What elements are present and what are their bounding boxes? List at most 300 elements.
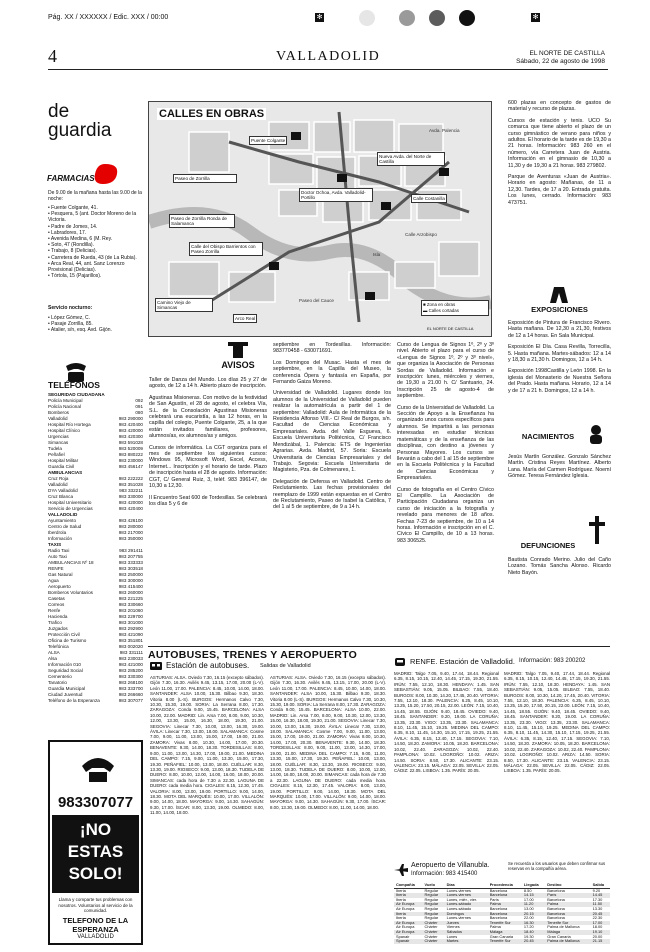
phone-entry-number: 983 285200 [118, 668, 143, 673]
flight-cell: Viernes [446, 925, 460, 930]
flight-cell: 14.15 [523, 893, 534, 898]
map-label-7: Arco Real [235, 316, 256, 321]
phone-entry-name: Urgencias [48, 434, 69, 439]
phone-entry-number: 983 351801 [118, 638, 143, 643]
night-pharmacy-item: • Pasaje Zorrilla, 85. [48, 321, 93, 328]
pharmacies-night-list [48, 315, 143, 334]
flight-cell: 19.10 [592, 929, 603, 934]
flight-cell: Regular [424, 893, 439, 898]
phone-entry-name: RENFE [48, 566, 64, 571]
phone-entry-name: Seguridad Social [48, 668, 83, 673]
flight-cell: Spanair [396, 934, 410, 939]
flight-cell: Regular [424, 916, 439, 921]
phone-entry-name: Cruz Blanca [48, 494, 74, 499]
helpline-ad [48, 740, 143, 945]
phone-entry-name: DYA Valladolid [48, 488, 78, 493]
pharmacies-day-list [48, 205, 143, 279]
defunciones-text: Bautista Conrado Merino. Julio del Caño Lozano. Tomás Sancha Alonso. Ricardo Nieto Bayón. [508, 557, 611, 576]
flight-cell: Lunes-sábado [446, 906, 472, 911]
phone-entry-number: 983 351028 [118, 482, 143, 487]
ad-subtext: Llama y comparte tus problemas con nosotros. Voluntarios al servicio de la comunidad. [58, 897, 133, 913]
flight-cell: Regular [424, 888, 439, 893]
phone-entry-number: 092 [135, 398, 143, 403]
flight-cell: Barcelona [547, 916, 565, 921]
phone-entry-name: Alsa [48, 656, 57, 661]
bus-schedule-col2: ASTURIAS: ALSA. Oviedo 7.30, 16.15 (excepto sábados). Gijón 7.30, 16.30. Avilés 9.45, 13.15, 17.00, 20.00 (L-V). León 11.00, 17.00. PALENCIA: 8.45, 10.00, 14.00, 18.00. SANTANDER: ALSA 10.00, 15.30. Bilbao 9.30, 18.30. Vitoria 8.00 (L-S). BURGOS: Hermanos Calvo 7.30, 10.30, 15.30, 19.00. SORIA: La Serrana 8.00, 17.30. ZARAGOZA: Conda 9.00, 15.45. BARCELONA: ALSA 10.00, 22.00. MADRID: Lin. Arsa 7.00, 8.00, 9.00, 10.30, 12.00, 13.30, 15.00, 16.30, 18.00, 19.30, 21.00. SEGOVIA: Linecar 7.30, 10.00, 13.00, 16.30, 19.00. ÁVILA: Linecar 7.30, 13.00, 18.00. SALAMANCA: Cosme 7.00, 9.00, 11.00, 13.00, 15.00, 17.00, 19.00, 21.00. ZAMORA: Vivas 8.00, 10.30, 14.00, 17.00, 20.30. BENAVENTE: 9.30, 14.00, 18.30. TORDESILLAS: 8.00, 9.00, 11.00, 13.00, 14.30, 17.00, 19.00, 21.00. MEDINA DEL CAMPO: 7.15, 9.00, 11.00, 13.30, 15.00, 17.30, 19.30. PEÑAFIEL: 10.00, 13.00, 18.00. CUÉLLAR: 8.30, 13.30, 19.00. RIOSECO: 9.00, 13.00, 18.30. TUDELA DE DUERO: 8.00, 10.00, 12.00, 14.00, 16.00, 18.00, 20.00. SIMANCAS: cada hora de 7.30 a 22.30. LAGUNA DE DUERO: cada media hora. CIGALES: 8.15, 12.30, 17.45. VALORIA: 8.00, 13.00, 19.00. PORTILLO: 9.00, 14.00, 18.30. MOTA DEL MARQUÉS: 10.00, 17.00. VILLALÓN: 9.00, 14.00, 18.00. MAYORGA: 9.00, 14.30. SAHAGÚN: 9.30, 17.00. ÍSCAR: 8.00, 13.30, 19.00. OLMEDO: 8.00, 11.00, 14.00, 18.00. [270, 675, 386, 810]
pharmacies-night-label: Servicio nocturno: [48, 305, 93, 311]
map-legend-works-label: Zona en obras [426, 302, 456, 307]
aviso-item: Cursos de informática. La CGT organiza para el mes de septiembre los siguientes cursos: Windows 95, Microsoft Word, Excel, Access, Internet... Inscripción y el horario de tarde. Plazo de inscripción hasta el 28 de agosto. Información: CGT, C/ General Ruiz, 3, teléf. 983 396147, de 10,30 a 12,30. [149, 444, 267, 490]
airport-heading [394, 862, 504, 882]
phone-entry-number: 983 291411 [119, 548, 143, 553]
exposicion-item: Exposición 1998Castilla y León 1998. En la iglesia del Monasterio de Nuestra Señora del Prado. Hasta mañana. Horario, 12 a 14 y de 17 a 21 h. Domingos, 12 a 14 h. [508, 368, 611, 394]
phone-entry-number: 983 230033 [118, 656, 143, 661]
phone-handset-icon [78, 750, 118, 784]
phone-entry-name: Ayuntamiento [48, 518, 77, 523]
airplane-icon [394, 864, 408, 876]
phone-entry-name: Iberdrola [48, 530, 67, 535]
flights-header-cell: Vuelo [423, 883, 445, 888]
map-label-9: Isla [373, 252, 381, 257]
ad-phone-number: 983307077 [57, 794, 134, 811]
roadworks-map [148, 101, 492, 337]
night-pharmacy-item: • Atalier, s/n, esq. Avd. Gijón. [48, 327, 112, 334]
flight-cell: París [547, 893, 557, 898]
flight-cell: Tenerife Sur [547, 920, 569, 925]
avisos-heading [208, 340, 268, 374]
airport-heading-label: Aeropuerto de Villanubla. [411, 862, 490, 869]
map-label-10: Paseo del Cauce [299, 298, 334, 303]
newspaper-name: EL NORTE DE CASTILLA [529, 50, 605, 57]
guardia-title [48, 102, 143, 140]
flight-cell: Iberia [396, 911, 406, 916]
flight-cell: Tenerife Sur [489, 920, 511, 925]
flight-cell: Air Europa [396, 920, 415, 925]
phone-entry-number: 983 207755 [118, 554, 143, 559]
defunciones-label: DEFUNCIONES [520, 541, 576, 550]
flight-cell: Iberia [396, 897, 406, 902]
map-label-11: Avda. Palencia [429, 128, 460, 133]
aviso-item: Los Domingos del Musac. Hasta el mes de septiembre, en la Capilla del Museo, la conferencia Ópera y fantasía en España, por Fernando Gaiza Moreno. [273, 359, 391, 386]
phone-entry-number: 983 350000 [118, 536, 143, 541]
map-legend [421, 300, 489, 316]
pharmacy-item: • Trabajo, 8 (Delicias). [48, 248, 97, 255]
cross-icon [586, 515, 608, 545]
phone-entry-number: 983 330000 [118, 494, 143, 499]
flight-cell: Air Europa [396, 906, 415, 911]
phone-entry-number: 983 217000 [118, 530, 143, 535]
ad-slogan-line3: SOLO! [68, 864, 123, 883]
flight-cell: Barcelona [489, 893, 508, 898]
phone-entry-number: 080 [135, 410, 143, 415]
header-rule [48, 69, 608, 70]
phone-entry-number: 983 301000 [118, 620, 143, 625]
phone-entry-name: Policía Municipal [48, 398, 83, 403]
flight-cell: 20.45 [523, 939, 534, 944]
ad-city: VALLADOLID [77, 934, 114, 940]
flight-cell: Lunes-viernes [446, 888, 472, 893]
flight-cell: 11.20 [523, 902, 534, 907]
flight-cell: Lunes-viernes [446, 916, 472, 921]
flight-cell: Air Europa [396, 925, 415, 930]
phone-entry-number: 983 330660 [118, 602, 143, 607]
pharmacy-item: • Labradores, 17. [48, 229, 87, 236]
ad-footer: TELEFONO DE LA ESPERANZA [62, 916, 129, 934]
flight-cell: Air Europa [396, 929, 415, 934]
flight-cell: Domingos [446, 911, 465, 916]
phone-entry-name: Radio Taxi [48, 548, 70, 553]
bus-icon [150, 662, 162, 672]
guardia-title-de: de [48, 101, 70, 122]
flight-cell: Iberia [396, 888, 406, 893]
phone-entry-name: AMBULANCIAS [48, 470, 83, 475]
flight-cell: 22.30 [592, 916, 603, 921]
phone-entry-number: 091 [135, 404, 143, 409]
issue-date: Sábado, 22 de agosto de 1998 [516, 58, 605, 65]
flight-cell: Barcelona [489, 916, 508, 921]
aviso-item: 600 plazas en concepto de gastos de material y recurso de plazas. [508, 100, 611, 113]
flight-cell: Air Europa [396, 902, 415, 907]
flight-cell: 20.15 [523, 911, 534, 916]
pharmacies-heading [47, 162, 143, 186]
flight-cell: Barcelona [547, 888, 565, 893]
avisos-column-3 [397, 342, 494, 642]
phone-entry-number: 983 420400 [118, 506, 143, 511]
flight-cell: Iberia [396, 893, 406, 898]
pharmacy-item: • Fuente Colgante, 41. [48, 205, 98, 211]
bus-schedule-col1: ASTURIAS: ALSA. Oviedo 7.30, 16.15 (excepto sábados). Gijón 7.30, 16.30. Avilés 9.45, 13.15, 17.00, 20.00 (L-V). León 11.00, 17.00. PALENCIA: 8.45, 10.00, 14.00, 18.00. SANTANDER: ALSA 10.00, 15.30. Bilbao 9.30, 18.30. Vitoria 8.00 (L-S). BURGOS: Hermanos Calvo 7.30, 10.30, 15.30, 19.00. SORIA: La Serrana 8.00, 17.30. ZARAGOZA: Conda 9.00, 15.45. BARCELONA: ALSA 10.00, 22.00. MADRID: Lin. Arsa 7.00, 8.00, 9.00, 10.30, 12.00, 13.30, 15.00, 16.30, 18.00, 19.30, 21.00. SEGOVIA: Linecar 7.30, 10.00, 13.00, 16.30, 19.00. ÁVILA: Linecar 7.30, 13.00, 18.00. SALAMANCA: Cosme 7.00, 9.00, 11.00, 13.00, 15.00, 17.00, 19.00, 21.00. ZAMORA: Vivas 8.00, 10.30, 14.00, 17.00, 20.30. BENAVENTE: 9.30, 14.00, 18.30. TORDESILLAS: 8.00, 9.00, 11.00, 13.00, 14.30, 17.00, 19.00, 21.00. MEDINA DEL CAMPO: 7.15, 9.00, 11.00, 13.30, 15.00, 17.30, 19.30. PEÑAFIEL: 10.00, 13.00, 18.00. CUÉLLAR: 8.30, 13.30, 19.00. RIOSECO: 9.00, 13.00, 18.30. TUDELA DE DUERO: 8.00, 10.00, 12.00, 14.00, 16.00, 18.00, 20.00. SIMANCAS: cada hora de 7.30 a 22.30. LAGUNA DE DUERO: cada media hora. CIGALES: 8.15, 12.30, 17.45. VALORIA: 8.00, 13.00, 19.00. PORTILLO: 9.00, 14.00, 18.30. MOTA DEL MARQUÉS: 10.00, 17.00. VILLALÓN: 9.00, 14.00, 18.00. MAYORGA: 9.00, 14.30. SAHAGÚN: 9.30, 17.00. ÍSCAR: 8.00, 13.30, 19.00. OLMEDO: 8.00, 11.00, 14.00, 18.00. [150, 675, 264, 816]
phone-entry-name: AMBULANCIAS Nº 18 [48, 560, 94, 565]
flight-cell: Regular [424, 906, 439, 911]
renfe-schedule-col1: MADRID: Talgo 7.05, 9.40, 17.44, 18.44. Regional 6.35, 8.15, 10.15, 12.40, 14.45, 17.15, 19.30, 21.55. IRÚN: 7.55, 12.10, 18.30. HENDAYA: 1.45. SAN SEBASTIÁN: 9.05, 15.05. BILBAO: 7.55, 18.40. BURGOS: 8.00, 10.30, 14.20, 17.45, 20.40. VITORIA: 7.55, 12.10, 18.30. PALENCIA: 6.25, 8.45, 10.10, 13.25, 15.20, 17.50, 20.15, 22.00. LEÓN: 7.15, 10.40, 14.45, 18.55. GIJÓN: 9.40, 18.45. OVIEDO: 9.40, 18.45. SANTANDER: 9.20, 19.00. LA CORUÑA: 13.35, 23.30. VIGO: 13.35, 23.30. SALAMANCA: 8.10, 11.45, 15.10, 19.25. MEDINA DEL CAMPO: 6.35, 8.10, 11.45, 14.30, 15.10, 17.15, 19.25, 21.55. ÁVILA: 6.35, 8.15, 12.40, 17.15. SEGOVIA: 7.10, 14.50, 18.20. ZAMORA: 10.05, 18.20. BARCELONA: 10.02, 22.40. ZARAGOZA: 10.02, 22.40. PAMPLONA: 10.02. LOGROÑO: 10.02. ARIZA: 14.50. SORIA: 8.50, 17.30. ALICANTE: 23.15. VALENCIA: 23.15. MÁLAGA: 22.05. SEVILLA: 22.05. CÁDIZ: 22.05. LISBOA: 1.35. PARÍS: 20.05. [394, 671, 499, 774]
phone-entry-number: 983 333333 [118, 560, 143, 565]
easel-icon [508, 285, 611, 305]
page-number: 4 [48, 46, 57, 66]
phone-entry [48, 698, 143, 704]
flight-cell: 20.00 [592, 934, 603, 939]
flight-cell: Gran Canaria [547, 934, 571, 939]
phone-entry-name: SEGURIDAD CIUDADANA [48, 392, 105, 397]
flight-cell: Spanair [396, 939, 410, 944]
aviso-item: Universidad de Valladolid. Lugares donde los alumnos de la Universidad de Valladolid pueden realizar la automatrícula a partir del 1 de septiembre: Valladolid: Aula de Informática de la Residencia Alfonso VIII.- C/ Real de Burgos, s/n. Facultad de Ciencias Económicas y Empresariales. Avda. del Valle Esgueva, 6. Escuela Universitaria Politécnica, C/ Francisco Mendizábal, 1. Palencia: ETS de Ingenierías Agrarias. Avda. Madrid, 57. Soria: Escuela Universitaria de Ciencias Empresariales y del Trabajo. Segovia: Escuela Universitaria de Magisterio, Pza. de Colmenares, 1. [273, 390, 391, 474]
phone-entry-name: Hacienda [48, 614, 68, 619]
flight-cell: 17.20 [523, 925, 534, 930]
nacimientos-heading [508, 422, 611, 452]
flight-cell: Jueves [446, 920, 459, 925]
flight-cell: Barcelona [489, 888, 508, 893]
color-dot-light [359, 10, 375, 26]
phone-entry-number: 983 260000 [118, 590, 143, 595]
map-legend-works: ■ Zona en obras [423, 302, 456, 307]
phone-entry-name: Tudela [48, 446, 62, 451]
phone-entry-number: 983 331111 [119, 650, 143, 655]
exposiciones-list [508, 320, 611, 430]
avisos-column-1 [149, 377, 267, 642]
flight-cell: Regular [424, 911, 439, 916]
guardia-title-guardia: guardia [48, 120, 112, 141]
phone-entry-name: ALSA [48, 650, 60, 655]
flight-cell: Barcelona [547, 897, 565, 902]
phone-entry-number: 983 420300 [118, 434, 143, 439]
registration-mark-icon-right: ✻ [532, 14, 539, 21]
flight-cell: 17.00 [592, 920, 603, 925]
aviso-item: Agustinas Misioneras. Con motivo de la festividad de San Agustín, el 28 de agosto, el celebra Vía, S.L. de la Consolación Agustinas Misioneras celebrará una eucaristía, a las 12 horas, en la capilla del colegio, Puente Colgante, 25, a la que están invitados familiares, profesores, alumnos/as, ex alumnos/as y amigos. [149, 394, 267, 440]
phone-entry-name: Policía Nacional [48, 404, 81, 409]
flight-cell: París [489, 897, 499, 902]
flight-cell: 18.00 [592, 925, 603, 930]
pharmacies-intro: De 9.00 de la mañana hasta las 9.00 de la noche: [48, 190, 142, 203]
phone-entry-name: Telefónica [48, 644, 69, 649]
airport-note: Se recuerda a los usuarios que deben confirmar sus reservas en la compañía aérea. [508, 861, 606, 871]
map-label-8: Camino Viejo de Simancas [155, 298, 213, 312]
transport-rule [148, 646, 610, 647]
bus-subheading: Salidas de Valladolid [260, 663, 311, 669]
flight-cell: Chárter [424, 939, 438, 944]
phone-entry-number: 983 307077 [118, 698, 143, 703]
phone-entry-number: 983 230000 [118, 458, 143, 463]
avisos-column-2 [273, 342, 391, 642]
flight-cell: 13.00 [523, 906, 534, 911]
phone-entry-number: 983 456147 [118, 464, 143, 469]
phone-entry-number: 983 332211 [119, 488, 143, 493]
phone-entry-name: Ciudad Juventud [48, 692, 83, 697]
map-label-0: Puente Colgante [251, 138, 286, 143]
phone-entry-name: Aeropuerto [48, 584, 71, 589]
phone-entry-name: Juzgados [48, 626, 68, 631]
aviso-item: Cursos de estación y tenis. UCO Su comarca que tiene abierto el plazo de un curso gimnástico de verano para niños y adultos. El horario de la tarde es de 19,30 a 21 horas. Información: 983 260 en el número, vía Carretera Juan de Austria. Información en el gimnasio de 10,30 a 11,30 y de 19,30 a 21 horas. 983 279802. [508, 117, 611, 169]
phone-entry-name: Valladolid [48, 416, 68, 421]
renfe-info: Información: 983 200202 [519, 658, 586, 664]
map-label-12: Calle Arzobispo [405, 232, 437, 237]
flight-cell: Lunes, miér., vier. [446, 897, 478, 902]
aviso-item: septiembre en Tordesillas. Información: 983770458 - 630071691. [273, 342, 391, 355]
phone-entry-name: Renfe [48, 608, 61, 613]
phone-entry-name: Valladolid [48, 482, 68, 487]
flights-header-cell: Destino [545, 883, 590, 888]
flight-cell: Palma [489, 902, 501, 907]
phone-entry-number: 983 292900 [118, 626, 143, 631]
page-info: Pág. XX / XXXXXX / Edic. XXX / 00:00 [48, 14, 169, 21]
map-label-6: Calle Costanilla [413, 196, 445, 201]
flight-cell: Gran Canaria [489, 934, 514, 939]
flight-cell: 11.50 [592, 902, 603, 907]
phone-entry-number: 983 290000 [118, 416, 143, 421]
aviso-item: Taller de Danza del Mundo. Los días 25 y 27 de agosto, de 12 a 14 h. Abierto plazo de inscripción. [149, 377, 267, 390]
flight-cell: Barcelona [547, 911, 565, 916]
flight-cell: 19.30 [523, 934, 534, 939]
ad-slogan [52, 815, 139, 893]
exposiciones-label: EXPOSICIONES [531, 305, 588, 314]
flights-header-cell: Salida [591, 883, 610, 888]
flight-cell: Martes [446, 939, 459, 944]
phone-entry-number: 983 222222 [118, 476, 143, 481]
flight-cell: Chárter [424, 920, 438, 925]
phone-entry-number: 983 520009 [118, 446, 143, 451]
flight-cell: 18.40 [523, 929, 534, 934]
phone-entry-name: Bomberos [48, 410, 69, 415]
flights-header-cell: Llegada [522, 883, 545, 888]
flight-cell: 22.00 [523, 916, 534, 921]
phone-entry-number: 983 420000 [118, 500, 143, 505]
phone-entry-name: Teléfono de la Esperanza [48, 698, 100, 703]
flight-cell: Lunes [446, 934, 458, 939]
map-credit: EL NORTE DE CASTILLA [427, 326, 474, 331]
flight-cell: Palma de Mallorca [547, 925, 580, 930]
phone-entry-name: Guardia Municipal [48, 686, 86, 691]
aviso-item: Curso de la Universidad de Valladolid. La Sección de Apoyo a la Enseñanza ha organizado unos cursos específicos para alumnos. Se impartirá a las personas interesadas en estudiar técnicas matemáticas y de la enseñanza de las disciplinas, con destino a jóvenes y Personas Mayores. Los cursos se llevarán a cabo del 1 al 15 de septiembre en la Escuela Politécnica y la Facultad de Ciencias Económicas y Empresariales. [397, 404, 494, 482]
phone-entry-name: Hospital Río Hortega [48, 422, 91, 427]
flights-header-cell: Días [445, 883, 488, 888]
flight-row [394, 939, 610, 944]
map-label-4: Nueva Avda. del Norte de Castilla [377, 152, 445, 166]
phone-entry-name: Trafico [48, 620, 62, 625]
phone-entry-name: Cementerio [48, 674, 72, 679]
aviso-item: Curso de fotografía en el Centro Cívico El Campillo. La Asociación de Participación Ciudadana organiza un curso de iniciación a la fotografía y revelado para menores de 18 años. Fechas 7-23 de septiembre, de 10 a 14 horas. Información e inscripción en el C. Cívico El Campillo, de 10 a 13 horas. 983 306525. [397, 486, 494, 544]
avisos-label: AVISOS [221, 360, 255, 370]
flights-header-cell: Procedencia [488, 883, 522, 888]
aviso-item: II Encuentro Seat 600 de Tordesillas. Se celebrará los días 5 y 6 de [149, 494, 267, 507]
ad-slogan-line1: ¡NO [79, 820, 112, 839]
phone-entry-name: Protección Civil [48, 632, 80, 637]
train-icon [394, 658, 406, 668]
phone-entry-number: 983 591028 [118, 440, 143, 445]
pharmacies-label: FARMACIAS [47, 174, 95, 183]
color-dot-mid [399, 10, 415, 26]
registration-mark-icon: ✻ [316, 14, 323, 21]
phone-entry-name: Oficina de Turismo [48, 638, 87, 643]
flight-cell: 17.00 [523, 897, 534, 902]
renfe-heading [394, 657, 610, 669]
flight-cell: 9.20 [592, 888, 601, 893]
phone-entry-number: 983 421090 [118, 632, 143, 637]
flight-cell: Palma [547, 902, 559, 907]
flight-cell: 16.30 [523, 920, 534, 925]
phones-heading [48, 358, 143, 390]
flight-cell: Lunes-viernes [446, 893, 472, 898]
phone-entry-name: Centro de Salud [48, 524, 82, 529]
flight-cell: Lunes-sábado [446, 902, 472, 907]
avisos-column-4 [508, 100, 611, 280]
phone-entry-number: 983 266660 [118, 692, 143, 697]
flight-cell: Sábados [446, 929, 462, 934]
renfe-schedule-col2: MADRID: Talgo 7.05, 9.40, 17.44, 18.44. Regional 6.35, 8.15, 10.15, 12.40, 14.45, 17.15, 19.30, 21.55. IRÚN: 7.55, 12.10, 18.30. HENDAYA: 1.45. SAN SEBASTIÁN: 9.05, 15.05. BILBAO: 7.55, 18.40. BURGOS: 8.00, 10.30, 14.20, 17.45, 20.40. VITORIA: 7.55, 12.10, 18.30. PALENCIA: 6.25, 8.45, 10.10, 13.25, 15.20, 17.50, 20.15, 22.00. LEÓN: 7.15, 10.40, 14.45, 18.55. GIJÓN: 9.40, 18.45. OVIEDO: 9.40, 18.45. SANTANDER: 9.20, 19.00. LA CORUÑA: 13.35, 23.30. VIGO: 13.35, 23.30. SALAMANCA: 8.10, 11.45, 15.10, 19.25. MEDINA DEL CAMPO: 6.35, 8.10, 11.45, 14.30, 15.10, 17.15, 19.25, 21.55. ÁVILA: 6.35, 8.15, 12.40, 17.15. SEGOVIA: 7.10, 14.50, 18.20. ZAMORA: 10.05, 18.20. BARCELONA: 10.02, 22.40. ZARAGOZA: 10.02, 22.40. PAMPLONA: 10.02. LOGROÑO: 10.02. ARIZA: 14.50. SORIA: 8.50, 17.30. ALICANTE: 23.15. VALENCIA: 23.15. MÁLAGA: 22.05. SEVILLA: 22.05. CÁDIZ: 22.05. LISBOA: 1.35. PARÍS: 20.05. [504, 671, 610, 774]
phone-entry-name: Cruz Roja [48, 476, 69, 481]
flights-table [394, 883, 610, 947]
phone-entry-number: 983 300000 [118, 578, 143, 583]
warning-sign-icon [208, 340, 268, 360]
flight-cell: Chárter [424, 925, 438, 930]
phone-entry-number: 983 420400 [118, 422, 143, 427]
map-label-1: Paseo de Zorrilla [173, 174, 237, 183]
flight-cell: Barcelona [547, 906, 565, 911]
phone-entry-name: TAXIS [48, 542, 62, 547]
flight-cell: Palma [489, 925, 501, 930]
map-label-3: Paseo de Zorrilla Ronda de Salamanca [169, 214, 235, 228]
phone-entry-number: 983 421000 [118, 662, 143, 667]
phone-entry-name: Información [48, 536, 73, 541]
phone-entry-name: Hospital Universitario [48, 500, 92, 505]
pharmacy-item: • Padre de Jomes, 14. [48, 223, 98, 230]
flight-cell: Regular [424, 902, 439, 907]
defunciones-heading [508, 515, 611, 555]
phone-entry-number: 983 280000 [118, 524, 143, 529]
phone-entry-name: Simancas [48, 440, 69, 445]
phone-entry-name: Auto Taxi [48, 554, 67, 559]
phone-entry-number: 983 415400 [118, 584, 143, 589]
exposicion-item: Exposición El Día. Casa Revilla, Torrecilla, 5. Hasta mañana. Martes-sábados: 12 a 14 y 18,30 a 21,30 h. Domingos, 12 a 14 h. [508, 344, 611, 364]
map-legend-closed: ▬ Calles cortadas [423, 308, 459, 313]
flight-cell: Barcelona [489, 906, 508, 911]
flight-cell: Málaga [547, 929, 561, 934]
phone-entry-number: 983 002020 [118, 644, 143, 649]
exposiciones-heading [508, 285, 611, 317]
pharmacy-item: • Tórtola, 15 (Pajarillos). [48, 273, 102, 280]
flight-cell: Chárter [424, 929, 438, 934]
bus-heading [150, 661, 400, 673]
flight-cell: Chárter [424, 934, 438, 939]
phone-entry-number: 983 420000 [118, 428, 143, 433]
phone-entry-number: 983 880222 [118, 452, 143, 457]
phone-entry-name: Correos [48, 602, 65, 607]
phones-label: TELÉFONOS [48, 380, 100, 390]
phone-entry-number: 983 268100 [118, 680, 143, 685]
flight-cell: 17.30 [592, 897, 603, 902]
map-label-5: Calle del Obispo Barrientos con Paseo Zorrilla [189, 242, 263, 256]
aviso-item: Curso de Lengua de Signos 1º, 2º y 3º nivel. Abierto el plazo para el curso de «Lengua de Signos 1º, 2º y 3º nivel», que organiza la Asociación de Personas Sordas de Valladolid. Información e inscripción: lunes, miércoles y viernes, de 19,30 a 21.00 h. C/ Santuario, 24. Inscripción 25 de agosto-4 de septiembre. [397, 342, 494, 400]
nacimientos-text: Jesús Martín González. Gonzalo Sánchez Martín. Cristina Reyes Martínez. Alberto Lana. María del Carmen Rodríguez. Noemí Gómez. Teresa Fernández Iglesia. [508, 454, 611, 480]
color-dot-black [459, 10, 475, 26]
bus-heading-label: Estación de autobuses. [166, 661, 250, 670]
exposicion-item: Exposición de Pintura de Francisco Rivero. Hasta mañana. De 12,30 a 21,30, festivos de 12 a 14 horas. En Sala Municipal. [508, 320, 611, 339]
phone-entry-name: Tanatorio [48, 680, 67, 685]
phone-entry-number: 983 229700 [118, 614, 143, 619]
phone-entry-name: VALLADOLID [48, 512, 78, 517]
aviso-item: Delegación de Defensa en Valladolid. Centro de Reclutamiento. Las fechas provisionales del reemplazo de 1999 están expuestas en el Centro de Reclutamiento, Paseo de Isabel la Católica, 7 del 1 al 5 de septiembre, de 9 a 14 h. [273, 478, 391, 511]
airport-info: Información: 983 415400 [411, 871, 478, 877]
flights-header-cell: Compañía [394, 883, 423, 888]
flight-cell: 8.50 [523, 888, 532, 893]
phone-entry-name: Casetas [48, 596, 65, 601]
flight-cell: Palma de Mallorca [547, 939, 580, 944]
flight-cell: 21.15 [592, 939, 603, 944]
flight-cell: Tenerife Sur [489, 939, 511, 944]
pharmacy-item: • Soto, 47 (Rondilla). [48, 242, 94, 249]
phone-entry-number: 983 330300 [118, 674, 143, 679]
phone-entry-name: Peñafiel [48, 452, 65, 457]
phone-entry-number: 983 201060 [118, 608, 143, 613]
night-pharmacy-item: • López Gómez, C. [48, 315, 91, 321]
phone-entry-number: 983 221225 [118, 596, 143, 601]
pharmacy-item: • Carretera de Rueda, 43 (de La Rubia). [48, 254, 137, 261]
ad-slogan-line2: ESTAS [67, 842, 124, 861]
pharmacy-item: • Avenida Medina, 6 (M. Rey. [48, 236, 113, 243]
flight-cell: Iberia [396, 916, 406, 921]
phones-list [48, 392, 143, 722]
phone-entry-name: Hospital Clínico [48, 428, 80, 433]
flight-cell: Regular [424, 897, 439, 902]
phone-entry-name: Hospital Militar [48, 458, 79, 463]
renfe-heading-label: RENFE. Estación de Valladolid. [410, 657, 515, 666]
phone-entry-name: Información 010 [48, 662, 81, 667]
transport-title: AUTOBUSES, TRENES Y AEROPUERTO [148, 649, 358, 661]
pharmacy-item: • Arca Real, 44, ant. Sanz Lorenzo Provisional (Delicias). [48, 260, 125, 274]
phone-entry-number: 983 333700 [118, 686, 143, 691]
phone-entry-name: Gas Natural [48, 572, 73, 577]
map-legend-closed-label: Calles cortadas [428, 308, 459, 313]
phone-entry-number: 983 250000 [118, 572, 143, 577]
pharmacy-item: • Pesquera, 5 (ant. Doctor Moreno de la Victoria. [48, 211, 137, 224]
map-title: CALLES EN OBRAS [159, 108, 265, 120]
